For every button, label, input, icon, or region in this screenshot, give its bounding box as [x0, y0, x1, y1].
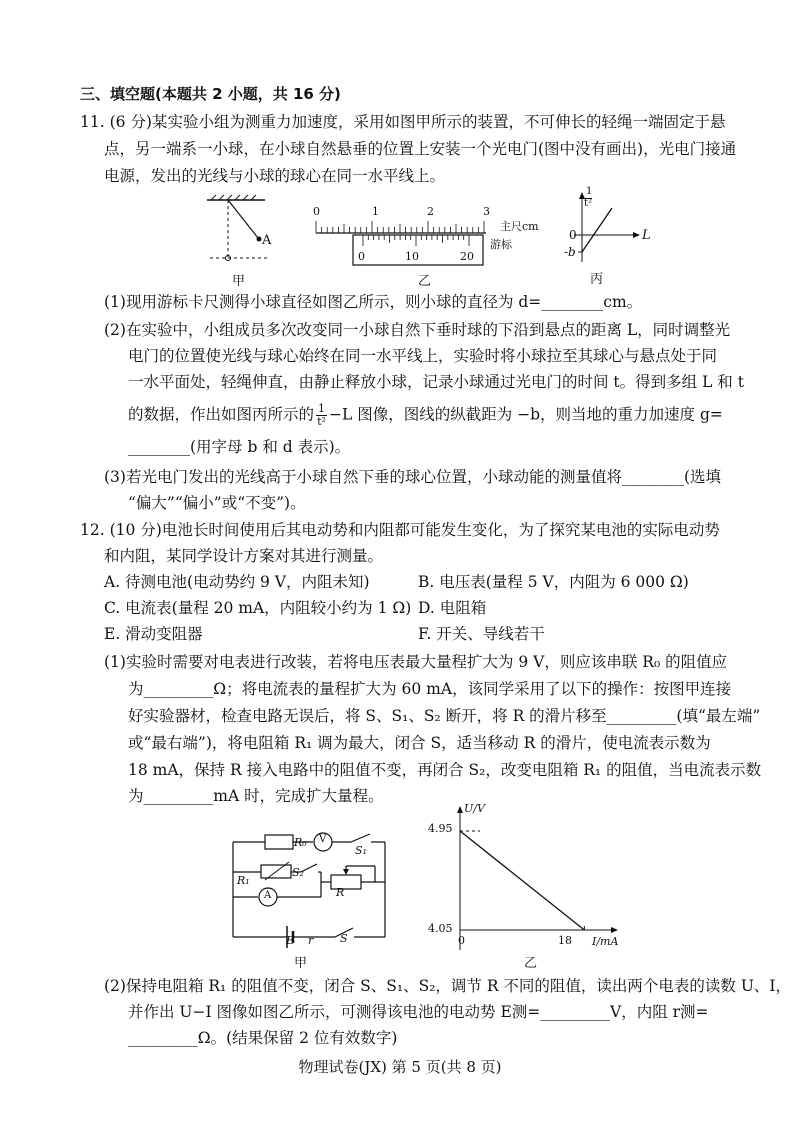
main-scale-label-1: 1: [372, 205, 379, 218]
label-v: V: [319, 834, 327, 845]
q12-part-1-line-4: 或“最右端”)，将电阻箱 R₁ 调为最大，闭合 S，适当移动 R 的滑片，使电流表示数为: [128, 734, 711, 752]
switch-s1: [351, 834, 370, 842]
ui-chart-ytick-4-05: 4.05: [428, 922, 453, 935]
q12-part-1-line-6: 为_________mA 时，完成扩大量程。: [128, 787, 384, 805]
q12-part-2-line-1: (2)保持电阻箱 R₁ 的阻值不变，闭合 S、S₁、S₂，调节 R 不同的阻值，读出两个电表的读数 U、I，: [104, 977, 792, 995]
vernier-label-10: 10: [405, 250, 419, 263]
q11-intro-line-1: 11. (6 分)某实验小组为测重力加速度，采用如图甲所示的装置，不可伸长的轻绳一端固定于悬: [80, 113, 726, 131]
q11-part-2-line-1: (2)在实验中，小组成员多次改变同一小球自然下垂时球的下沿到悬点的距离 L，同时调整光: [104, 321, 731, 339]
fraction-1-over-t2: [316, 403, 327, 428]
section-title: 三、填空题(本题共 2 小题，共 16 分): [80, 85, 341, 103]
q11-part-2-line-3: 一水平面处，轻绳伸直，由静止释放小球，记录小球通过光电门的时间 t。得到多组 L 和 t: [128, 373, 744, 391]
q11-part-1: (1)现用游标卡尺测得小球直径如图乙所示，则小球的直径为 d=________cm。: [104, 293, 643, 311]
q12-option-f: F. 开关、导线若干: [418, 625, 545, 643]
q12-option-a: A. 待测电池(电动势约 9 V，内阻未知): [104, 573, 370, 591]
label-r-internal: r: [308, 934, 314, 947]
q11-part-2-line-4b: −L 图像，图线的纵截距为 −b，则当地的重力加速度 g=: [329, 405, 723, 424]
ui-chart-ylabel: U/V: [464, 802, 485, 815]
vernier-label-0: 0: [358, 250, 365, 263]
main-scale-label-3: 3: [483, 205, 490, 218]
figure-circuit: [225, 822, 400, 952]
bing-y-label-num: 1: [586, 186, 593, 197]
bing-origin: 0: [569, 228, 577, 242]
ui-chart-ytick-4-95: 4.95: [428, 822, 453, 835]
q11-part-3-line-2: “偏大”“偏小”或“不变”)。: [128, 494, 306, 512]
figure-bing-caption: 丙: [590, 272, 604, 287]
bing-intercept: -b: [564, 245, 576, 259]
circuit-caption: 甲: [294, 956, 308, 971]
main-scale-label-0: 0: [313, 205, 320, 218]
q12-part-1-line-3: 好实验器材，检查电路无误后，将 S、S₁、S₂ 断开，将 R 的滑片移至_________(填“最左端”: [128, 707, 761, 725]
q12-intro-line-2: 和内阻，某同学设计方案对其进行测量。: [104, 547, 384, 565]
ui-chart-xtick-0: 0: [458, 934, 465, 947]
q11-part-2-line-2: 电门的位置使光线与球心始终在同一水平线上，实验时将小球拉至其球心与悬点处于同: [128, 347, 718, 365]
resistor-r0: [265, 835, 293, 849]
label-r: R: [336, 886, 345, 899]
ui-chart-xlabel: I/mA: [592, 935, 619, 948]
label-a: A: [264, 890, 272, 901]
ui-chart-xtick-18: 18: [558, 934, 572, 947]
label-s2: S₂: [292, 866, 304, 879]
label-s1: S₁: [355, 844, 367, 857]
point-a-label: A: [262, 233, 272, 248]
q11-intro-line-2: 点，另一端系一小球，在小球自然悬垂的位置上安装一个光电门(图中没有画出)，光电门接通: [104, 140, 737, 158]
ui-chart-caption: 乙: [524, 956, 538, 971]
fraction-numerator: 1: [318, 402, 326, 415]
bing-x-label: L: [642, 228, 651, 243]
label-e: E: [286, 934, 295, 947]
q12-part-1-line-2: 为_________Ω；将电流表的量程扩大为 60 mA，该同学采用了以下的操作：按图甲连接: [128, 680, 732, 698]
label-r1: R₁: [237, 874, 250, 887]
q12-part-1-line-5: 18 mA，保持 R 接入电路中的阻值不变，再闭合 S₂，改变电阻箱 R₁ 的阻值，当电流表示数: [128, 761, 762, 779]
q11-part-2-line-4a: 的数据，作出如图丙所示的: [128, 405, 315, 424]
q11-part-3-line-1: (3)若光电门发出的光线高于小球自然下垂的球心位置，小球动能的测量值将________(选填: [104, 468, 722, 486]
q12-option-d: D. 电阻箱: [418, 599, 487, 617]
q12-part-2-line-2: 并作出 U−I 图像如图乙所示，可测得该电池的电动势 E测=_________V，内阻 r测=: [128, 1003, 709, 1021]
main-scale-label-2: 2: [427, 205, 434, 218]
label-s: S: [340, 932, 348, 945]
vernier-label-20: 20: [460, 250, 474, 263]
fraction-denominator: t²: [317, 415, 326, 428]
q12-option-c: C. 电流表(量程 20 mA，内阻较小约为 1 Ω): [104, 599, 412, 617]
vernier-unit: 游标: [490, 238, 512, 251]
label-r0: R₀: [294, 836, 307, 849]
ui-chart-y-arrow: [457, 806, 463, 813]
ui-series-line: [460, 831, 584, 930]
figure-yi-caption: 乙: [418, 274, 432, 289]
main-scale-unit: 主尺cm: [500, 220, 539, 233]
q12-option-e: E. 滑动变阻器: [104, 625, 203, 643]
bing-y-label-den: t²: [584, 198, 593, 209]
q12-intro-line-1: 12. (10 分)电池长时间使用后其电动势和内阻都可能发生变化，为了探究某电池的实际电动势: [80, 521, 720, 539]
ui-chart-x-arrow: [611, 927, 618, 933]
q12-part-1-line-1: (1)实验时需要对电表进行改装，若将电压表最大量程扩大为 9 V，则应该串联 R₀ 的阻值应: [104, 653, 728, 671]
figure-jia-caption: 甲: [232, 274, 246, 289]
q11-part-2-line-5: ________(用字母 b 和 d 表示)。: [128, 438, 351, 456]
q11-part-2-line-4: [128, 403, 723, 428]
q12-part-2-line-3: _________Ω。(结果保留 2 位有效数字): [128, 1029, 398, 1047]
q12-option-b: B. 电压表(量程 5 V，内阻为 6 000 Ω): [418, 573, 689, 591]
q11-intro-line-3: 电源，发出的光线与小球的球心在同一水平线上。: [104, 167, 446, 185]
page-footer: 物理试卷(JX) 第 5 页(共 8 页): [298, 1058, 502, 1076]
